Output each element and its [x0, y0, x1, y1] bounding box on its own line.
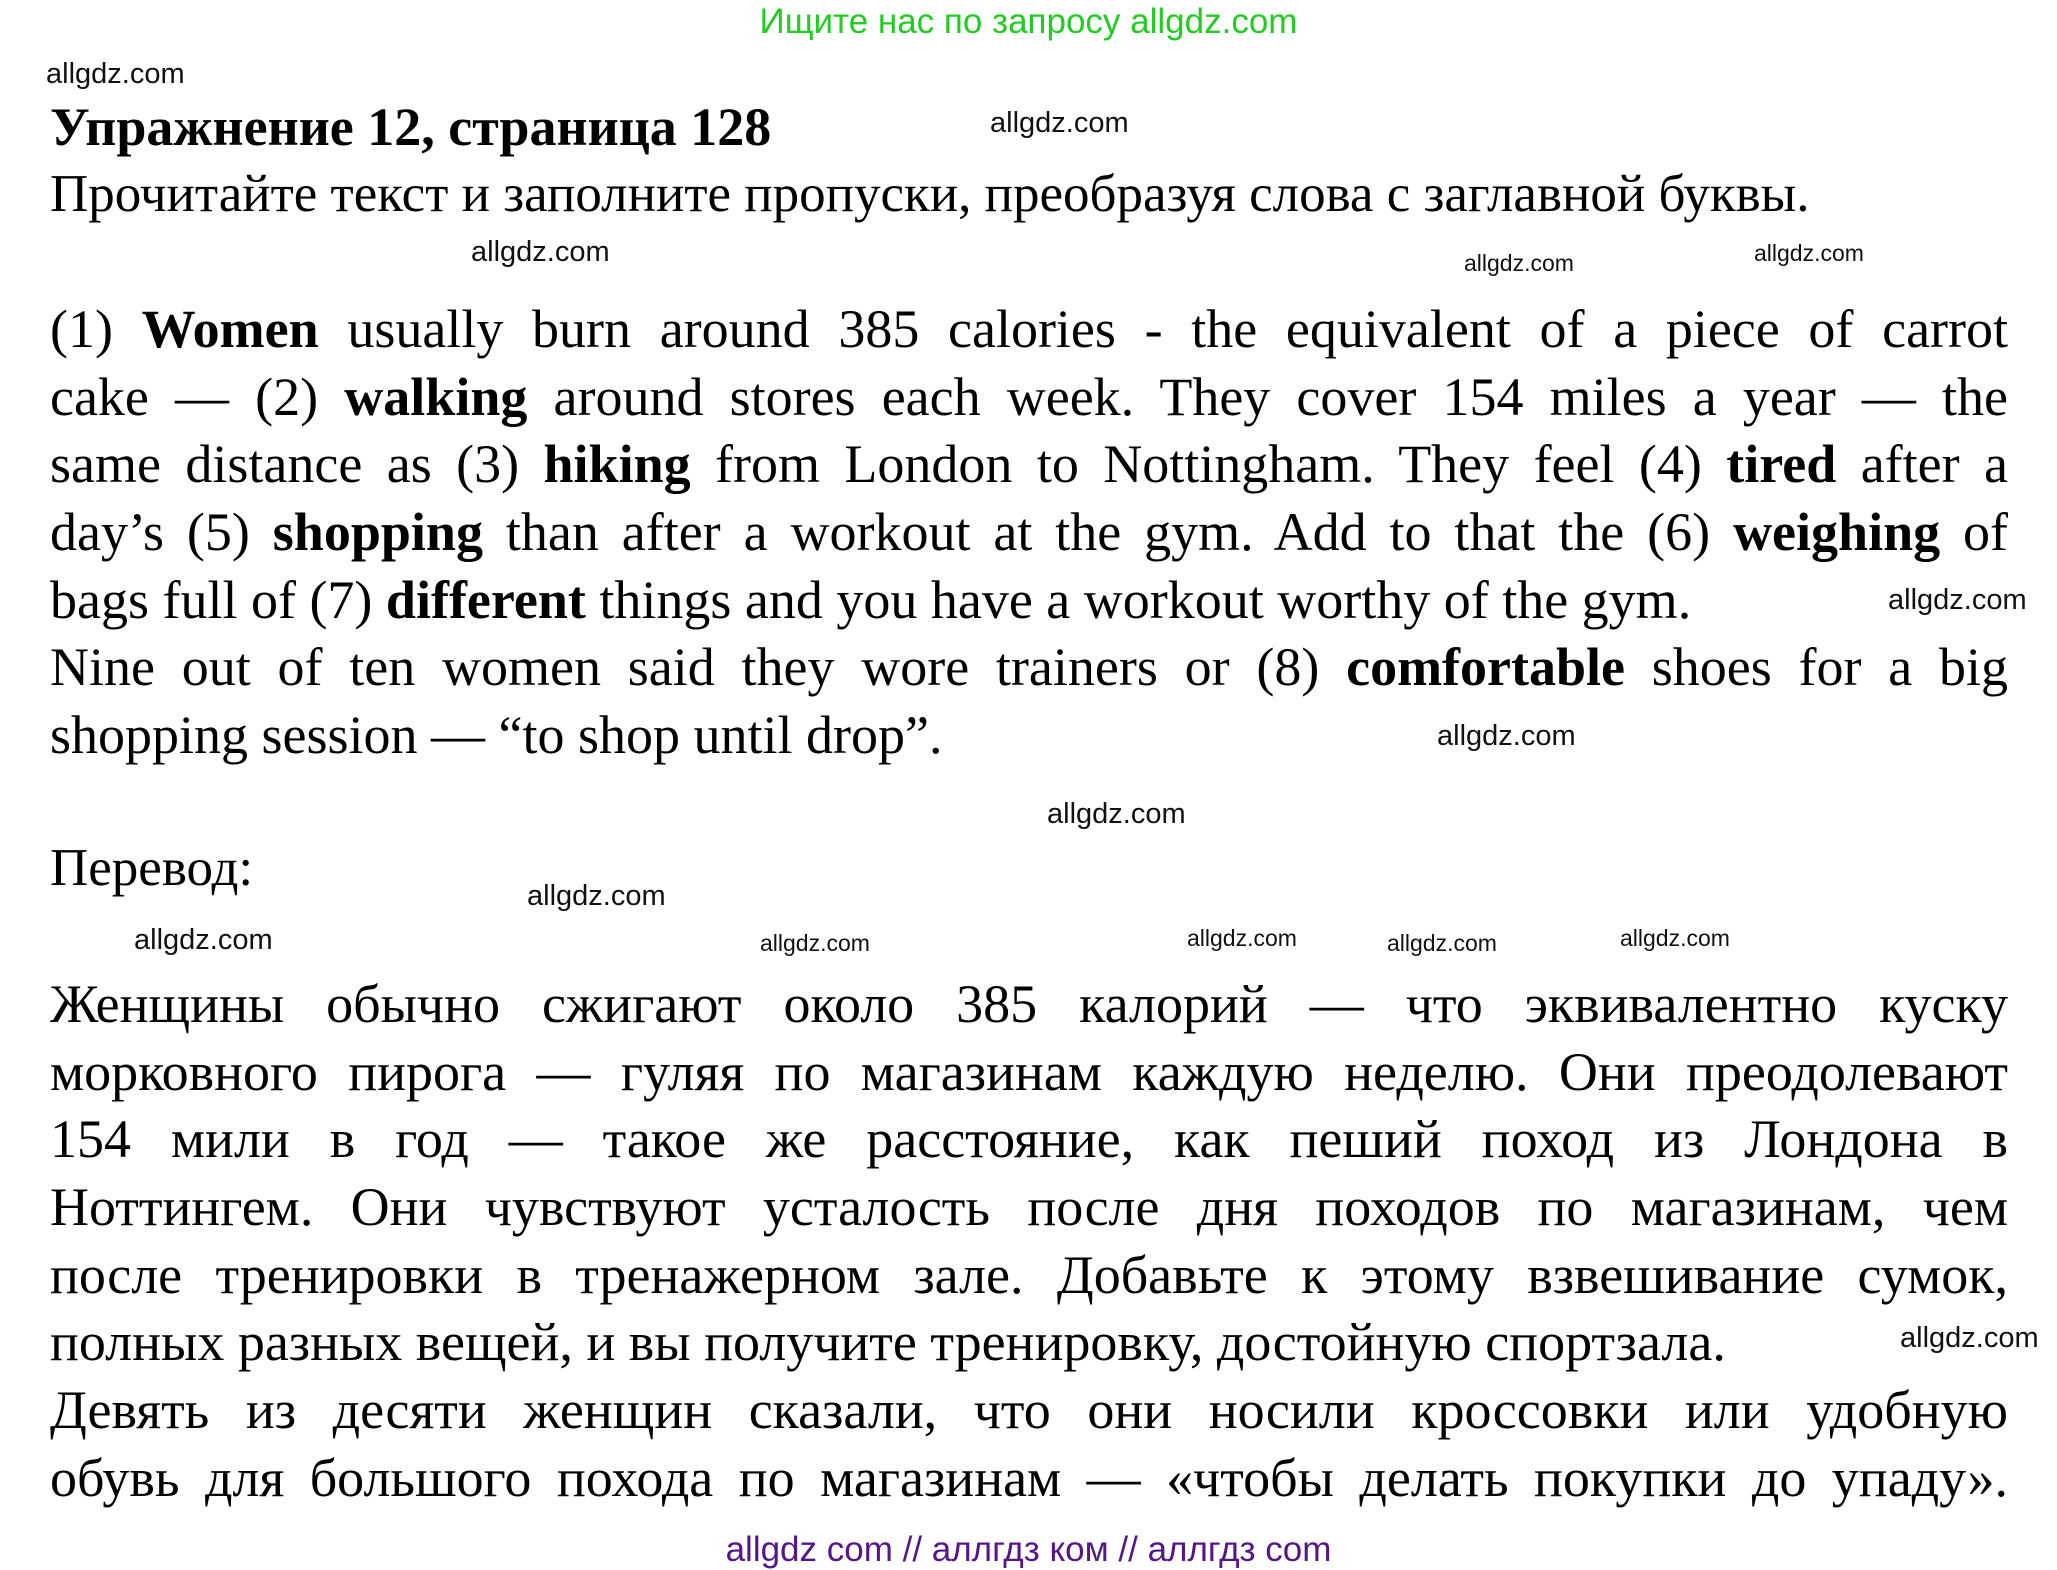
text-line: bags full of (7) different things and you have a workout worthy of the gym. [50, 569, 1692, 630]
watermark: allgdz.com [1464, 250, 1574, 276]
text-line: cake — (2) walking around stores each week. They cover 154 miles a year — the [50, 366, 2008, 427]
watermark: allgdz.com [760, 930, 870, 956]
text-line: Девять из десяти женщин сказали, что они носили кроссовки или удобную [50, 1380, 2008, 1441]
watermark: allgdz.com [1754, 240, 1864, 266]
watermark: allgdz.com [1047, 798, 1186, 830]
text-line: Nine out of ten women said they wore trainers or (8) comfortable shoes for a big [50, 637, 2008, 698]
watermark: allgdz.com [1888, 584, 2027, 616]
watermark: allgdz.com [471, 236, 610, 268]
text-line: Ноттингем. Они чувствуют усталость после дня походов по магазинам, чем [50, 1177, 2008, 1238]
text-line: day’s (5) shopping than after a workout at the gym. Add to that the (6) weighing of [50, 502, 2009, 563]
text-line: после тренировки в тренажерном зале. Добавьте к этому взвешивание сумок, [50, 1244, 2008, 1305]
russian-text [50, 971, 2008, 1513]
text-line: морковного пирога — гуляя по магазинам каждую неделю. Они преодолевают [50, 1041, 2008, 1102]
english-text [50, 296, 2008, 770]
instruction: Прочитайте текст и заполните пропуски, преобразуя слова с заглавной буквы. [50, 165, 1810, 223]
text-line: same distance as (3) hiking from London to Nottingham. They feel (4) tired after a [50, 434, 2008, 495]
page-title: Упражнение 12, страница 128 [50, 97, 772, 157]
translation-label: Перевод: [50, 839, 254, 897]
watermark: allgdz.com [134, 924, 273, 956]
text-line: полных разных вещей, и вы получите тренировку, достойную спортзала. [50, 1312, 1726, 1373]
watermark: allgdz.com [1620, 925, 1730, 951]
watermark: allgdz.com [1187, 925, 1297, 951]
watermark: allgdz.com [527, 880, 666, 912]
text-line: 154 мили в год — такое же расстояние, как пеший поход из Лондона в [50, 1109, 2008, 1170]
top-banner: Ищите нас по запросу allgdz.com [759, 2, 1298, 41]
watermark: allgdz.com [990, 107, 1129, 139]
footer-links: allgdz com // аллгдз ком // аллгдз com [725, 1530, 1332, 1569]
text-line: shopping session — “to shop until drop”. [50, 705, 943, 766]
watermark: allgdz.com [1387, 930, 1497, 956]
watermark: allgdz.com [46, 58, 185, 90]
text-line: Женщины обычно сжигают около 385 калорий — что эквивалентно куску [50, 974, 2008, 1034]
text-line: обувь для большого похода по магазинам — «чтобы делать покупки до упаду». [50, 1447, 2008, 1508]
watermark: allgdz.com [1900, 1322, 2039, 1354]
text-line: (1) Women usually burn around 385 calories - the equivalent of a piece of carrot [50, 299, 2009, 359]
watermark: allgdz.com [1437, 720, 1576, 752]
